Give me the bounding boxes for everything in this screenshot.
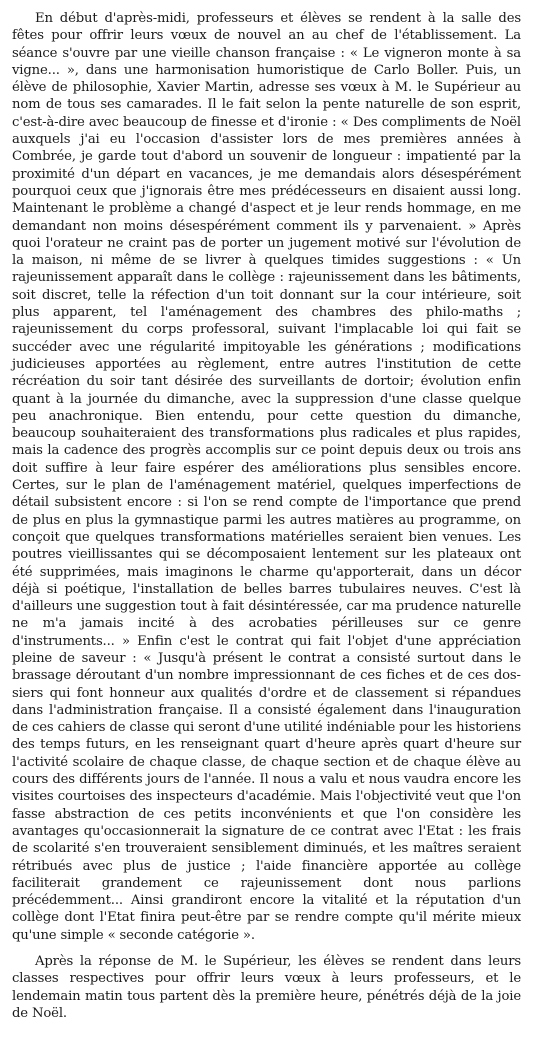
paragraph-departure: Après la réponse de M. le Supérieur, les élèves se rendent dans leurs classes respectives pour offrir leurs vœux à leurs professeurs, et le lendemain matin tous partent dès la première heure, pénétrés déjà de la joie de Noël. xyxy=(12,954,521,1021)
paragraph-ceremony-speech: En début d'après-midi, professeurs et élèves se rendent à la salle des fêtes pour offrir leurs vœux de nouvel an au chef de l'établissement. La séance s'ouvre par une vieille chanson française : « Le vigneron monte à sa vigne... », dans une harmonisation humoristique de Carlo Boller. Puis, un élève de philosophie, Xavier Martin, adresse ses vœux à M. le Supérieur au nom de tous ses camarades. Il le fait selon la pente naturelle de son esprit, c'est-à-dire avec beaucoup de finesse et d'ironie : « Des compliments de Noël auxquels j'ai eu l'occasion d'assister lors de mes premières années à Combrée, je garde tout d'abord un souvenir de longueur : impatienté par la proximité d'un départ en vacances, je me demandais alors désespérément pourquoi ceux que j'ignorais être mes prédécesseurs en disaient aussi long. Maintenant le problème a changé d'aspect et je leur rends hommage, en me demandant non moins désespérément comment ils y parvenaient. » Après quoi l'orateur ne craint pas de porter un jugement motivé sur l'évolution de la maison, ni même de se livrer à quelques timides suggestions : « Un rajeunissement apparaît dans le collège : rajeunissement dans les bâtiments, soit discret, telle la réfection d'un toit donnant sur la cour intérieure, soit plus apparent, tel l'aménagement des chambres des philo-maths ; rajeunissement du corps professoral, suivant l'implacable loi qui fait se succéder avec une régularité impitoyable les générations ; modifications judicieuses apportées au règlement, entre autres l'institution de cette récréation du soir tant désirée des surveillants de dortoir; évolution enfin quant à la journée du dimanche, avec la suppression d'une classe quelque peu anachronique. Bien entendu, pour cette question du dimanche, beaucoup souhaiteraient des transformations plus radicales et plus rapides, mais la cadence des progrès accomplis sur ce point depuis deux ou trois ans doit suffire à leur faire espérer des améliorations plus sensibles encore. Certes, sur le plan de l'aménagement matériel, quelques imperfections de détail subsistent encore : si l'on se rend compte de l'importance que prend de plus en plus la gymnastique parmi les autres matières au programme, on conçoit que quelques transformations matérielles seraient bien venues. Les poutres vieillissantes qui se décomposaient lentement sur les plateaux ont été supprimées, mais imaginons le charme qu'apporterait, dans un décor déjà si poétique, l'installation de belles barres tubulaires neuves. C'est là d'ailleurs une suggestion tout à fait désintéressée, car ma prudence naturelle ne m'a jamais incité à des acrobaties périlleuses sur ce genre d'instruments... » Enfin c'est le contrat qui fait l'objet d'une appréciation pleine de saveur : « Jusqu'à présent le contrat a consisté surtout dans le brassage déroutant d'un nombre impressionnant de ces fiches et de ces dossiers qui font honneur aux qualités d'ordre et de classement si répandues dans l'administration française. Il a consisté également dans l'inauguration de ces cahiers de classe qui seront d'une utilité indéniable pour les historiens des temps futurs, en les renseignant quart d'heure après quart d'heure sur l'activité scolaire de chaque classe, de chaque section et de chaque élève au cours des différents jours de l'année. Il nous a valu et nous vaudra encore les visites courtoises des inspecteurs d'académie. Mais l'objectivité veut que l'on fasse abstraction de ces petits inconvénients et que l'on considère les avantages qu'occasionnerait la signature de ce contrat avec l'Etat : les frais de scolarité s'en trouveraient sensiblement diminués, et les maîtres seraient rétribués avec plus de justice ; l'aide financière apportée au collège faciliterait grandement ce rajeunissement dont nous parlions précédemment... Ainsi grandiront encore la vitalité et la réputation d'un collège dont l'Etat finira peut-être par se rendre compte qu'il mérite mieux qu'une simple « seconde catégorie ». xyxy=(12,11,521,943)
